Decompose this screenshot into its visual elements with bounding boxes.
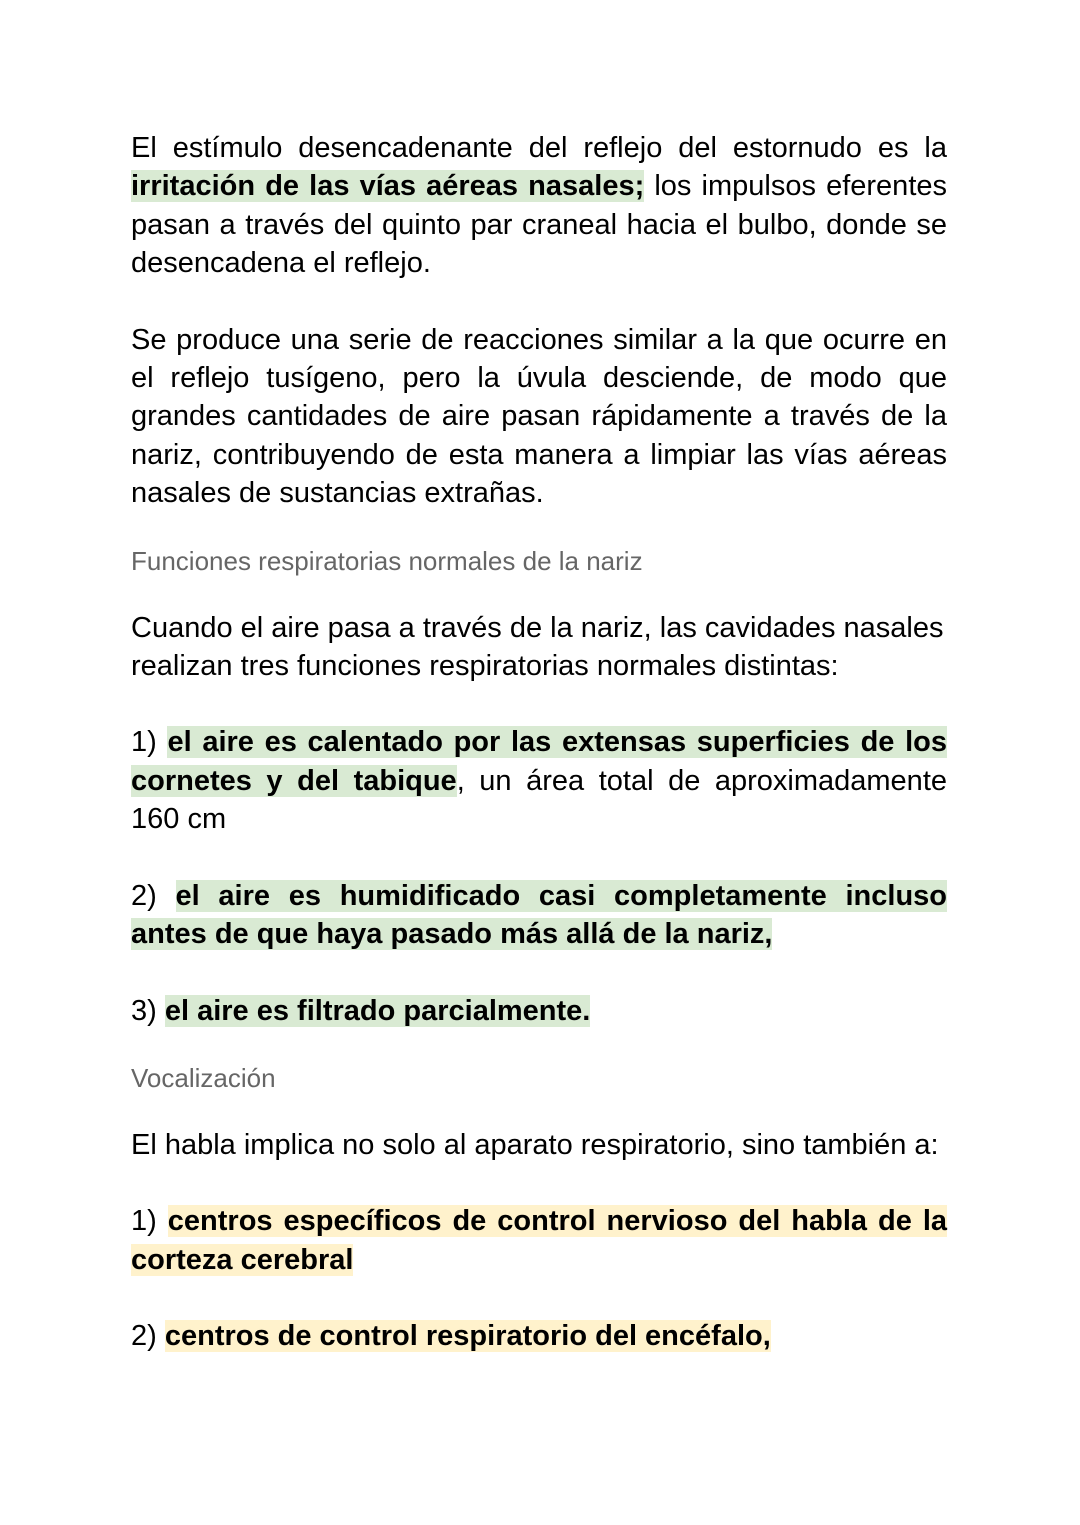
highlight-green: el aire es calentado por las extensas superficies de los cornetes y del tabique xyxy=(131,726,948,797)
paragraph-sneeze-reflex xyxy=(131,129,947,283)
list-number: 3) xyxy=(131,994,165,1027)
list-number: 2) xyxy=(131,879,176,912)
list-number: 2) xyxy=(131,1320,165,1353)
document-body xyxy=(131,129,947,1356)
list-item-speech-centers xyxy=(131,1202,947,1279)
list-item-filtering xyxy=(131,992,947,1030)
section-heading-vocalization: Vocalización xyxy=(131,1062,276,1093)
paragraph-text: los impulsos eferentes pasan a través del quinto par craneal hacia el bulbo, donde se desencadena el reflejo. xyxy=(131,170,947,280)
paragraph-speech-intro: El habla implica no solo al aparato respiratorio, sino también a: xyxy=(131,1128,939,1161)
highlight-green: el aire es humidificado casi completamente incluso antes de que haya pasado más allá de la nariz, xyxy=(131,879,948,951)
highlight-yellow: centros de control respiratorio del encéfalo, xyxy=(164,1320,771,1353)
paragraph-nose-intro: Cuando el aire pasa a través de la nariz, las cavidades nasales realizan tres funciones respiratorias normales distintas: xyxy=(131,611,944,683)
highlight-yellow: centros específicos de control nervioso del habla de la corteza cerebral xyxy=(131,1205,948,1276)
list-number: 1) xyxy=(131,726,168,759)
paragraph-reactions: Se produce una serie de reacciones similar a la que ocurre en el reflejo tusígeno, pero la úvula desciende, de modo que grandes cantidades de aire pasan rápidamente a través de la nariz, contribuyendo de esta manera a limpiar las vías aéreas nasales de sustancias extrañas. xyxy=(131,323,947,510)
list-item-warming xyxy=(131,723,947,838)
paragraph-text: El estímulo desencadenante del reflejo del estornudo es la xyxy=(131,132,947,164)
list-number: 1) xyxy=(131,1205,168,1238)
list-text: , un área total de aproximadamente 160 cm xyxy=(131,764,947,836)
section-heading-nose-functions: Funciones respiratorias normales de la nariz xyxy=(131,545,643,576)
list-item-humidifying xyxy=(131,877,947,954)
list-item-respiratory-centers xyxy=(131,1317,947,1355)
highlight-green: irritación de las vías aéreas nasales; xyxy=(131,170,645,203)
highlight-green: el aire es filtrado parcialmente. xyxy=(164,994,591,1027)
